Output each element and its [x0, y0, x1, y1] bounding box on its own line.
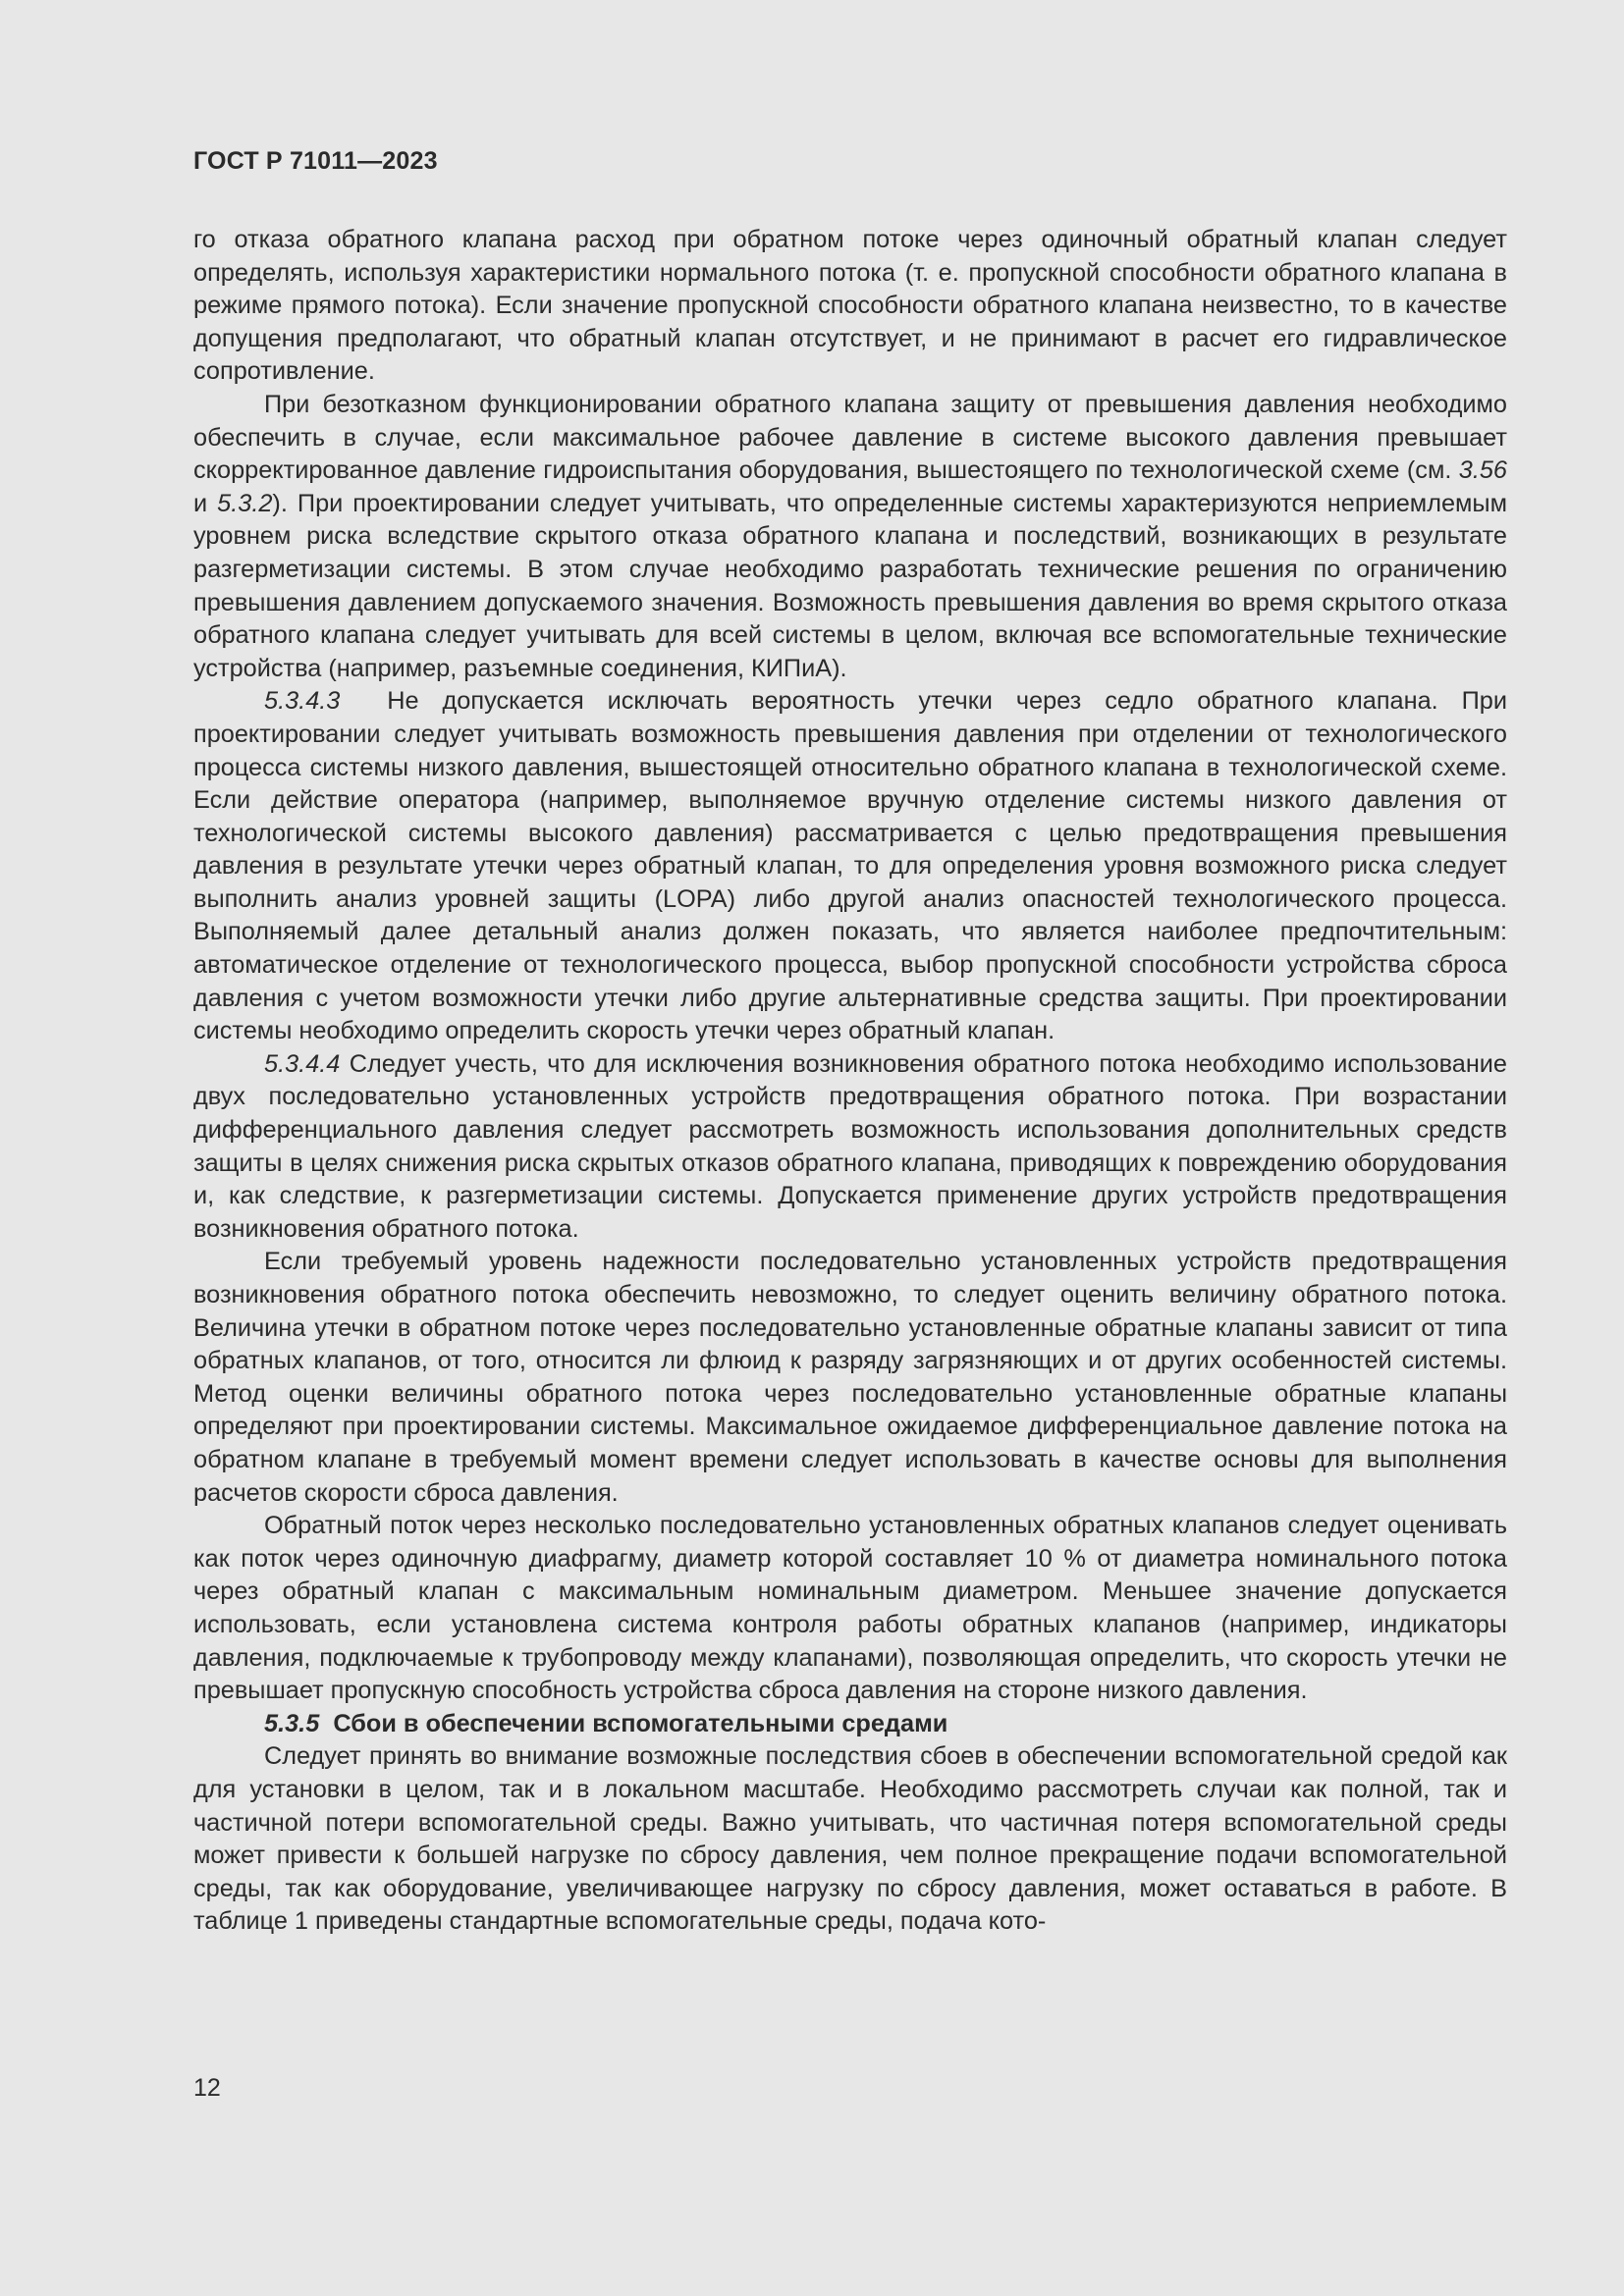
paragraph-backflow-estimation: Обратный поток через несколько последовательно установленных обратных клапанов следует оценивать как поток через одиночную диафрагму, диаметр которой составляет 10 % от диаметра номинального потока через обратный клапан с максимальным номинальным диаметром. Меньшее значение допускается использовать, если установлена система контроля работы обратных клапанов (например, индикаторы давления, подключаемые к трубопроводу между клапанами), позволяющая определить, что скорость утечки не превышает пропускную способность устройства сброса давления на стороне низкого давления.: [193, 1512, 1507, 1705]
section-number: 5.3.5: [264, 1709, 320, 1737]
paragraph-overpressure: [193, 389, 1507, 685]
clause-text: Следует учесть, что для исключения возникновения обратного потока необходимо использование двух последовательно установленных устройств предотвращения обратного потока. При возрастании дифференциального давления следует рассмотреть возможность использования дополнительных средств защиты в целях снижения риска скрытых отказов обратного клапана, приводящих к повреждению оборудования и, как следствие, к разгерметизации системы. Допускается применение других устройств предотвращения возникновения обратного потока.: [193, 1049, 1507, 1243]
body-text: [193, 224, 1507, 1939]
paragraph-continuation: го отказа обратного клапана расход при обратном потоке через одиночный обратный клапан следует определять, используя характеристики нормального потока (т. е. пропускной способности обратного клапана в режиме прямого потока). Если значение пропускной способности обратного клапана неизвестно, то в качестве допущения предполагают, что обратный клапан отсутствует, и не принимают в расчет его гидравлическое сопротивление.: [193, 226, 1507, 386]
paragraph-text-part: При безотказном функционировании обратного клапана защиту от превышения давления необходимо обеспечить в случае, если максимальное рабочее давление в системе высокого давления превышает скорректированное давление гидроиспытания оборудования, вышестоящего по технологической схеме (см.: [193, 390, 1507, 485]
paragraph-backflow-reliability: Если требуемый уровень надежности последовательно установленных устройств предотвращения возникновения обратного потока обеспечить невозможно, то следует оценить величину обратного потока. Величина утечки в обратном потоке через последовательно установленные обратные клапаны зависит от типа обратных клапанов, от того, относится ли флюид к разряду загрязняющих и от других особенностей системы. Метод оценки величины обратного потока через последовательно установленные обратные клапаны определяют при проектировании системы. Максимальное ожидаемое дифференциальное давление потока на обратном клапане в требуемый момент времени следует использовать в качестве основы для выполнения расчетов скорости сброса давления.: [193, 1248, 1507, 1507]
paragraph-utility-failure: Следует принять во внимание возможные последствия сбоев в обеспечении вспомогательной средой как для установки в целом, так и в локальном масштабе. Необходимо рассмотреть случаи как полной, так и частичной потери вспомогательной среды. Важно учитывать, что частичная потеря вспомогательной среды может привести к большей нагрузке по сбросу давления, чем полное прекращение подачи вспомогательной среды, так как оборудование, увеличивающее нагрузку по сбросу давления, может оставаться в работе. В таблице 1 приведены стандартные вспомогательные среды, подача кото-: [193, 1742, 1507, 1936]
clause-5-3-4-3: [193, 685, 1507, 1048]
cross-reference: 5.3.2: [217, 489, 273, 517]
clause-5-3-4-4: [193, 1048, 1507, 1247]
clause-number: 5.3.4.3: [264, 687, 341, 716]
document-header: ГОСТ Р 71011—2023: [193, 147, 438, 175]
clause-number: 5.3.4.4: [264, 1049, 341, 1078]
clause-text: Не допускается исключать вероятность утечки через седло обратного клапана. При проектировании следует учитывать возможность превышения давления при отделении от технологического процесса системы низкого давления, вышестоящей относительно обратного клапана в технологической схеме. Если действие оператора (например, выполняемое вручную отделение системы низкого давления от технологической системы высокого давления) рассматривается с целью предотвращения превышения давления в результате утечки через обратный клапан, то для определения уровня возможного риска следует выполнить анализ уровней защиты (LOPA) либо другой анализ опасностей технологического процесса. Выполняемый далее детальный анализ должен показать, что является наиболее предпочтительным: автоматическое отделение от технологического процесса, выбор пропускной способности устройства сброса давления с учетом возможности утечки либо другие альтернативные средства защиты. При проектировании системы необходимо определить скорость утечки через обратный клапан.: [193, 687, 1507, 1045]
page-number: 12: [193, 2074, 221, 2102]
section-heading-5-3-5: [193, 1708, 1507, 1741]
paragraph-text-part: и: [193, 489, 218, 517]
cross-reference: 3.56: [1458, 456, 1507, 485]
section-title: Сбои в обеспечении вспомогательными средами: [333, 1709, 948, 1737]
paragraph-text-part: ). При проектировании следует учитывать, что определенные системы характеризуются неприемлемым уровнем риска вследствие скрытого отказа обратного клапана и последствий, возникающих в результате разгерметизации системы. В этом случае необходимо разработать технические решения по ограничению превышения давлением допускаемого значения. Возможность превышения давления во время скрытого отказа обратного клапана следует учитывать для всей системы в целом, включая все вспомогательные технические устройства (например, разъемные соединения, КИПиА).: [193, 489, 1507, 682]
